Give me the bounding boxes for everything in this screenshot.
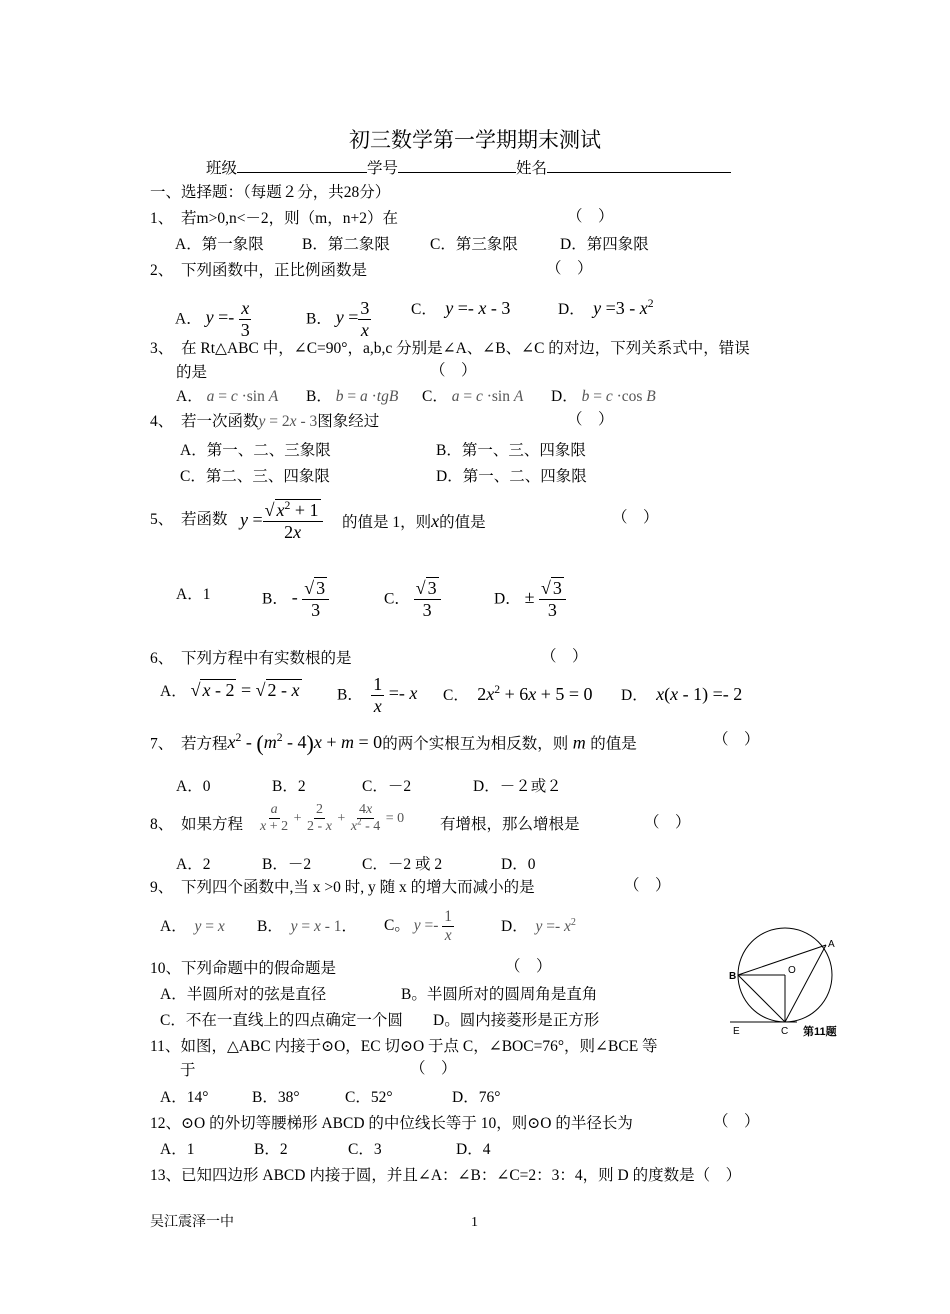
figure-caption: 第11题 bbox=[803, 1026, 837, 1038]
section-heading: 一、选择题：（每题２分，共28分） bbox=[150, 184, 391, 201]
segment-bc bbox=[738, 975, 785, 1022]
q8-number: 8、 bbox=[150, 816, 174, 833]
q6-answer-paren: （ ） bbox=[541, 648, 588, 665]
id-blank[interactable] bbox=[398, 158, 516, 173]
label-a: A bbox=[828, 939, 835, 950]
q6-text: 下列方程中有实数根的是 bbox=[181, 650, 352, 667]
q10-answer-paren: （ ） bbox=[505, 958, 552, 975]
q6-formula-a: √ x - 2 = √ 2 - x bbox=[190, 680, 300, 700]
q12-option-a: A．1 bbox=[160, 1141, 195, 1158]
q12-option-c: C．3 bbox=[348, 1141, 382, 1158]
q5-answer-paren: （ ） bbox=[612, 509, 659, 526]
q2-option-d bbox=[558, 298, 654, 320]
q8-option-a: A．2 bbox=[176, 856, 211, 873]
q12-number: 12、 bbox=[150, 1115, 182, 1132]
q5-formula: y = $\frac{√ x^2 + 1}{2x}$ bbox=[240, 500, 323, 542]
q10-option-a: A．半圆所对的弦是直径 bbox=[160, 986, 327, 1003]
q13-text: 已知四边形 ABCD 内接于圆，并且∠A：∠B：∠C=2：3：4，则 D 的度数是（ ） bbox=[181, 1167, 742, 1184]
question-3 bbox=[150, 340, 750, 359]
q3-number: 3、 bbox=[150, 340, 174, 357]
q1-text: 若m>0,n<－2，则（m，n+2）在 bbox=[181, 210, 398, 227]
q2-formula-d: $y =3 - x^2$ bbox=[593, 297, 654, 318]
q6-option-a bbox=[160, 680, 302, 702]
q11-option-d: D．76° bbox=[452, 1089, 501, 1106]
q5-text-post: 的值是 bbox=[439, 514, 486, 531]
q1-option-b: B．第二象限 bbox=[302, 236, 390, 253]
q2-option-a bbox=[175, 298, 252, 340]
q4-option-c: C．第二、三、四象限 bbox=[180, 468, 330, 485]
q3-option-d-label: D． bbox=[551, 388, 578, 405]
q2-text: 下列函数中，正比例函数是 bbox=[181, 262, 368, 279]
q8-answer-paren: （ ） bbox=[644, 814, 691, 831]
q5-var-x: x bbox=[431, 511, 440, 531]
q7-number: 7、 bbox=[150, 735, 174, 753]
q4-option-b: B．第一、三、四象限 bbox=[436, 442, 586, 459]
label-o: O bbox=[788, 965, 796, 976]
name-label: 姓名 bbox=[516, 160, 548, 177]
q1-number: 1、 bbox=[150, 210, 174, 227]
q10-text: 下列命题中的假命题是 bbox=[181, 960, 337, 977]
q3-formula-d: b = c ·cos B bbox=[581, 388, 656, 405]
q5-text-pre: 若函数 bbox=[181, 511, 228, 528]
q8-text-pre: 如果方程 bbox=[181, 816, 244, 833]
q2-option-b bbox=[306, 298, 371, 340]
label-b: B bbox=[729, 971, 737, 982]
q2-option-c bbox=[411, 298, 510, 320]
q6-option-b bbox=[337, 674, 417, 716]
q6-formula-d: x(x - 1) =- 2 bbox=[656, 684, 743, 704]
q7-option-c: C．－2 bbox=[362, 778, 412, 795]
q6-option-c bbox=[443, 684, 593, 706]
q3-text: 在 Rt△ABC 中，∠C=90°，a,b,c 分别是∠A、∠B、∠C 的对边，下列关系式中，错误 bbox=[181, 340, 750, 357]
q2-option-b-label: B． bbox=[306, 310, 332, 328]
question-6 bbox=[150, 650, 352, 669]
q11-option-a: A．14° bbox=[160, 1089, 209, 1106]
q8-option-c: C．－2 或 2 bbox=[362, 856, 443, 873]
q1-option-d: D．第四象限 bbox=[560, 236, 649, 253]
q9-option-a bbox=[160, 918, 225, 937]
q10-option-c: C．不在一直线上的四点确定一个圆 bbox=[160, 1012, 403, 1029]
q8-formula: $\frac{a}{x + 2}$ + $\frac{2}{2 - x}$ + $\frac{4x}{x^2 - 4}$ = 0 bbox=[260, 802, 405, 835]
q9-text: 下列四个函数中,当 x >0 时, y 随 x 的增大而减小的是 bbox=[181, 879, 535, 896]
q7-formula: $x^2 - (m^2 - 4)x + m = 0$ bbox=[227, 731, 383, 756]
q13-number: 13、 bbox=[150, 1167, 182, 1184]
q3-option-b-label: B． bbox=[306, 388, 332, 405]
q3-formula-c: a = c ·sin A bbox=[451, 388, 524, 405]
q6-number: 6、 bbox=[150, 650, 174, 667]
q9-formula-a: y = x bbox=[194, 918, 225, 935]
q9-option-b bbox=[257, 918, 357, 937]
q12-option-b: B．2 bbox=[254, 1141, 288, 1158]
q6-formula-b: $\frac{1}{x}$ =- x bbox=[373, 674, 418, 716]
q6-option-b-label: B． bbox=[337, 686, 363, 704]
q7-answer-paren: （ ） bbox=[713, 731, 760, 748]
q11-number: 11、 bbox=[150, 1038, 181, 1055]
q3-option-b bbox=[306, 388, 398, 407]
q5-formula-c: $\frac{√ 3}{3}$ bbox=[414, 587, 441, 607]
q6-formula-c: $2x^2 + 6x + 5 = 0$ bbox=[472, 683, 593, 704]
q2-formula-b: y = $\frac{3}{x}$ bbox=[335, 298, 370, 340]
q1-option-c: C．第三象限 bbox=[430, 236, 518, 253]
q9-number: 9、 bbox=[150, 879, 174, 896]
q5-number: 5、 bbox=[150, 511, 174, 528]
label-c: C bbox=[781, 1026, 789, 1037]
q8-text-post: 有增根，那么增根是 bbox=[440, 816, 580, 833]
q8-lead bbox=[150, 816, 243, 835]
q3-answer-paren: （ ） bbox=[430, 362, 477, 379]
q5-text bbox=[342, 511, 486, 533]
q12-option-d: D．4 bbox=[456, 1141, 491, 1158]
q7-option-d: D．－２或２ bbox=[473, 778, 562, 795]
q3-formula-a: a = c ·sin A bbox=[206, 388, 279, 405]
q4-option-a: A．第一、二、三象限 bbox=[180, 442, 331, 459]
q4-option-d: D．第一、二、四象限 bbox=[436, 468, 587, 485]
q9-option-b-label: B． bbox=[257, 918, 283, 935]
q9-option-d-label: D． bbox=[501, 918, 528, 935]
q10-number: 10、 bbox=[150, 960, 182, 977]
q5-option-a: A．1 bbox=[176, 586, 211, 603]
question-12 bbox=[150, 1115, 633, 1134]
q10-option-b: B。半圆所对的圆周角是直角 bbox=[401, 986, 598, 1003]
q2-formula-c: y =- x - 3 bbox=[445, 298, 511, 318]
q9-formula-c: y =- $\frac{1}{x}$ bbox=[413, 908, 453, 944]
q9-formula-b: y = x - 1 bbox=[290, 918, 342, 935]
q7-text-mid: 的两个实根互为相反数，则 bbox=[382, 735, 569, 753]
name-blank[interactable] bbox=[547, 158, 731, 173]
q5-formula-d: ± $\frac{√ 3}{3}$ bbox=[525, 587, 566, 607]
q11-option-c: C．52° bbox=[345, 1089, 393, 1106]
q5-lead bbox=[150, 511, 228, 530]
q3-text-cont: 的是 bbox=[176, 364, 208, 381]
class-label: 班级 bbox=[206, 160, 238, 177]
q11-option-b: B．38° bbox=[252, 1089, 300, 1106]
q2-option-a-label: A． bbox=[175, 310, 202, 328]
q4-text-post: 图象经过 bbox=[317, 413, 380, 430]
q4-answer-paren: （ ） bbox=[567, 411, 614, 428]
q9-option-c-label: C。 bbox=[384, 916, 410, 934]
q5-formula-b: - $\frac{√ 3}{3}$ bbox=[292, 587, 329, 607]
q2-number: 2、 bbox=[150, 262, 174, 279]
q5-option-b bbox=[262, 578, 329, 620]
q3-option-c-label: C． bbox=[422, 388, 448, 405]
q11-text-cont: 于 bbox=[180, 1062, 196, 1079]
q4-number: 4、 bbox=[150, 413, 174, 430]
q6-option-d-label: D． bbox=[621, 687, 648, 704]
q5-option-c-label: C． bbox=[384, 590, 410, 608]
q7-option-a: A．0 bbox=[176, 778, 211, 795]
header-line bbox=[206, 158, 731, 179]
q5-text-mid: 的值是 1，则 bbox=[342, 514, 432, 531]
q6-option-a-label: A． bbox=[160, 683, 187, 700]
q3-option-a bbox=[176, 388, 278, 407]
q12-answer-paren: （ ） bbox=[713, 1113, 760, 1130]
q1-answer-paren: （ ） bbox=[567, 208, 614, 225]
q9-option-d bbox=[501, 918, 576, 937]
question-4 bbox=[150, 413, 379, 432]
label-e: E bbox=[733, 1026, 740, 1037]
q3-formula-b: b = a ·tgB bbox=[335, 388, 399, 405]
q4-formula: y = 2x - 3 bbox=[258, 413, 318, 430]
page-title: 初三数学第一学期期末测试 bbox=[349, 128, 601, 152]
q7-var-m: m bbox=[568, 732, 591, 753]
q10-option-d: D。圆内接菱形是正方形 bbox=[433, 1012, 600, 1029]
q2-answer-paren: （ ） bbox=[546, 260, 593, 277]
question-11 bbox=[150, 1038, 658, 1057]
q6-option-d bbox=[621, 684, 742, 706]
q2-option-c-label: C． bbox=[411, 301, 437, 318]
q9-option-a-label: A． bbox=[160, 918, 187, 935]
footer-page-number: 1 bbox=[471, 1215, 478, 1230]
q7-option-b: B．2 bbox=[272, 778, 306, 795]
question-7 bbox=[150, 731, 637, 757]
q5-option-c bbox=[384, 578, 441, 620]
q5-option-d bbox=[494, 578, 566, 620]
id-label: 学号 bbox=[367, 160, 399, 177]
footer-school: 吴江震泽一中 bbox=[150, 1215, 234, 1230]
q3-option-d bbox=[551, 388, 656, 407]
q3-option-c bbox=[422, 388, 523, 407]
q8-option-d: D．0 bbox=[501, 856, 536, 873]
question-13 bbox=[150, 1167, 741, 1186]
q7-text-post: 的值是 bbox=[590, 735, 637, 753]
q5-option-b-label: B． bbox=[262, 590, 288, 608]
q8-option-b: B．－2 bbox=[262, 856, 312, 873]
question-10 bbox=[150, 960, 336, 979]
question-2 bbox=[150, 262, 367, 281]
figure-11 bbox=[725, 925, 855, 1040]
question-9 bbox=[150, 879, 535, 898]
question-1 bbox=[150, 210, 398, 229]
q3-option-a-label: A． bbox=[176, 388, 203, 405]
q9-b-period: ． bbox=[341, 918, 358, 935]
q12-text: ⊙O 的外切等腰梯形 ABCD 的中位线长等于 10，则⊙O 的半径长为 bbox=[181, 1115, 633, 1132]
q4-text-pre: 若一次函数 bbox=[181, 413, 259, 430]
q5-option-d-label: D． bbox=[494, 590, 521, 608]
q6-option-c-label: C． bbox=[443, 687, 469, 704]
q11-answer-paren: （ ） bbox=[410, 1060, 457, 1077]
q1-option-a: A．第一象限 bbox=[175, 236, 264, 253]
q9-answer-paren: （ ） bbox=[624, 877, 671, 894]
q7-text-pre: 若方程 bbox=[181, 735, 228, 753]
q9-option-c bbox=[384, 908, 454, 945]
q11-text: 如图，△ABC 内接于⊙O，EC 切⊙O 于点 C，∠BOC=76°，则∠BCE 等 bbox=[180, 1038, 658, 1055]
q2-option-d-label: D． bbox=[558, 301, 585, 318]
class-blank[interactable] bbox=[237, 158, 367, 173]
q9-formula-d: $y =- x^2$ bbox=[535, 916, 576, 935]
q2-formula-a: y =- $\frac{x}{3}$ bbox=[205, 298, 250, 340]
